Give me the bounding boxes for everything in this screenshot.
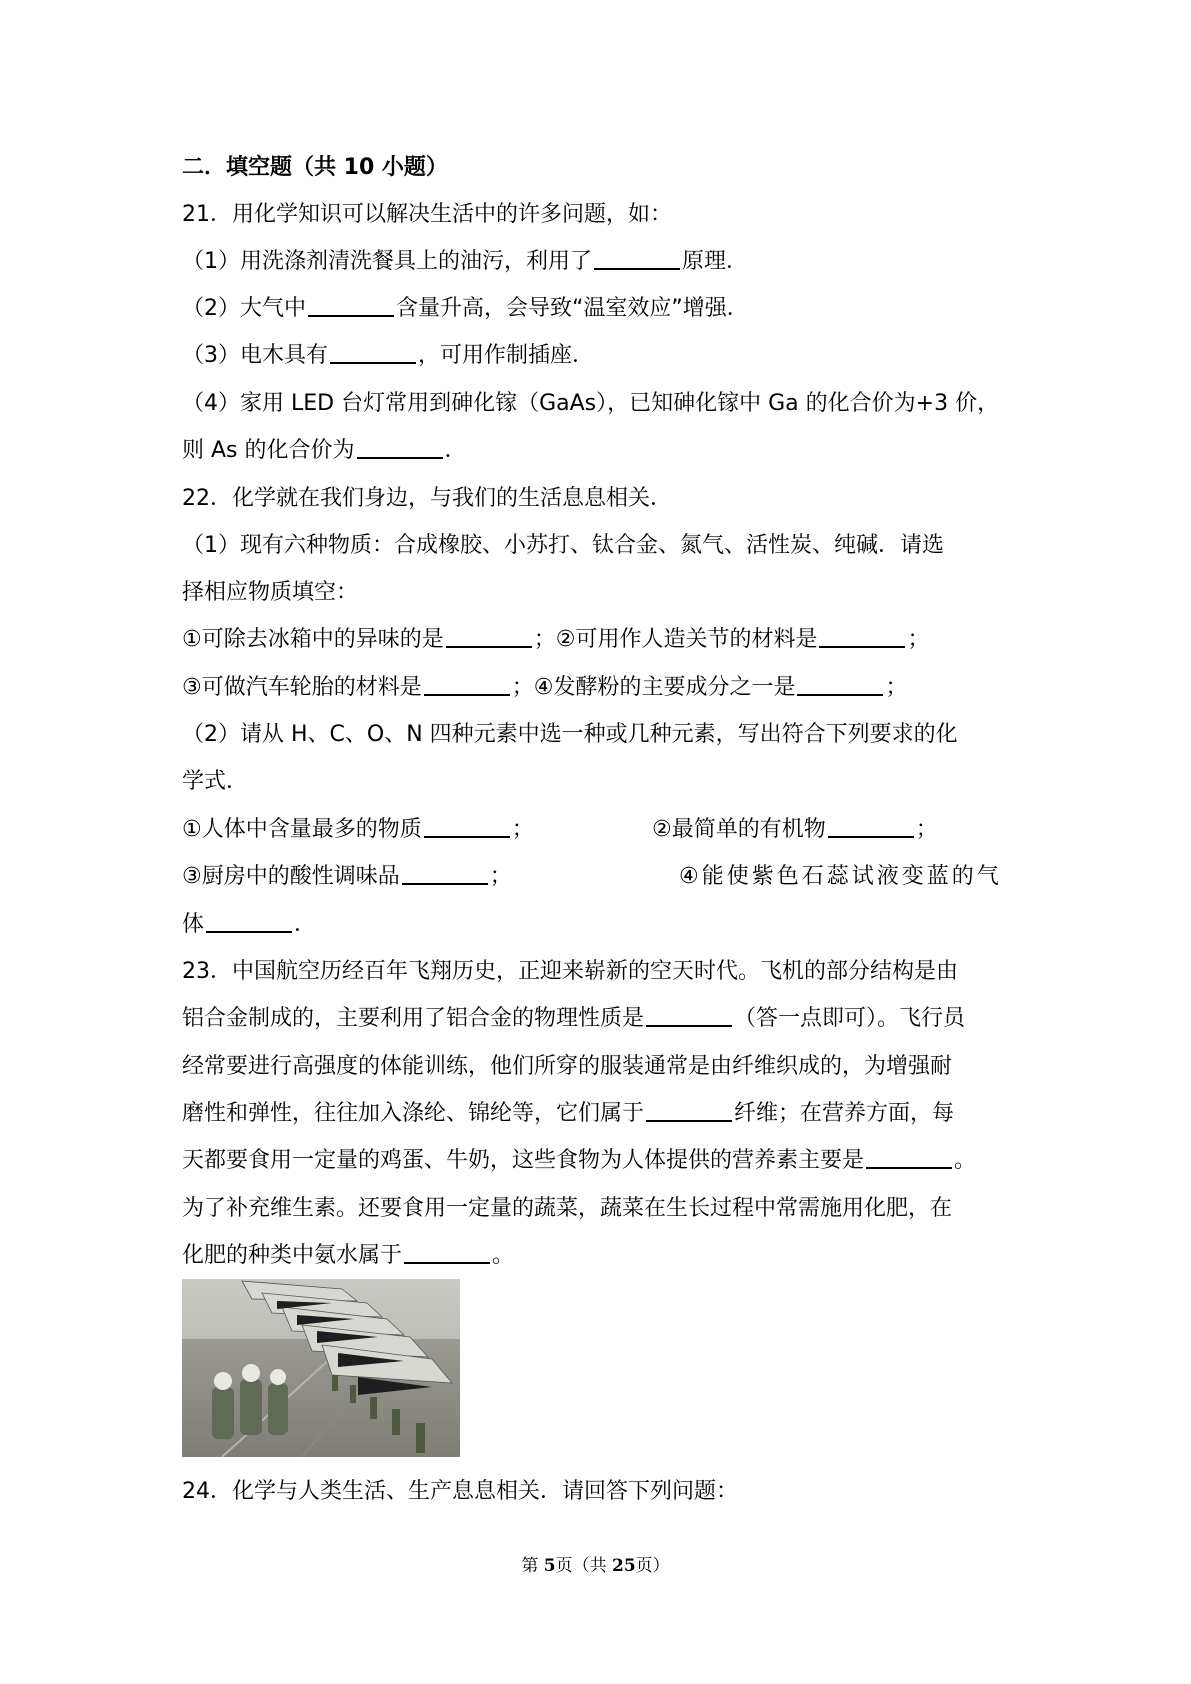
q22-part2-line1: （2）请从 H、C、O、N 四种元素中选一种或几种元素，写出符合下列要求的化 xyxy=(182,722,958,747)
q23-line6: 为了补充维生素。还要食用一定量的蔬菜，蔬菜在生长过程中常需施用化肥，在 xyxy=(182,1196,953,1221)
q22-row3: ①人体中含量最多的物质 ； ②最简单的有机物 ； xyxy=(182,815,1018,845)
answer-blank[interactable] xyxy=(308,297,394,317)
q21-stem: 21．用化学知识可以解决生活中的许多问题，如： xyxy=(182,202,672,227)
answer-blank[interactable] xyxy=(828,818,914,838)
q23-line4: 磨性和弹性，往往加入涤纶、锦纶等，它们属于 纤维；在营养方面，每 xyxy=(182,1101,955,1126)
q23-line5: 天都要食用一定量的鸡蛋、牛奶，这些食物为人体提供的营养素主要是 。 xyxy=(182,1148,977,1173)
q21-part1: （1）用洗涤剂清洗餐具上的油污，利用了 原理． xyxy=(182,249,749,274)
section-title: 二．填空题（共 10 小题） xyxy=(182,155,448,180)
q21-part4-cont: 则 As 的化合价为 ． xyxy=(182,438,467,463)
q22-stem: 22．化学就在我们身边，与我们的生活息息相关． xyxy=(182,486,672,511)
answer-blank[interactable] xyxy=(402,865,488,885)
q23-line7: 化肥的种类中氨水属于 。 xyxy=(182,1243,515,1268)
q22-sub2: ②最简单的有机物 ； xyxy=(652,817,938,842)
q22-row4: ③厨房中的酸性调味品 ； ④能使紫色石蕊试液变蓝的气 xyxy=(182,862,1018,892)
answer-blank[interactable] xyxy=(594,250,680,270)
q22-row2: ③可做汽车轮胎的材料是 ；④发酵粉的主要成分之一是 ； xyxy=(182,675,908,700)
answer-blank[interactable] xyxy=(404,1244,490,1264)
answer-blank[interactable] xyxy=(357,439,443,459)
answer-blank[interactable] xyxy=(206,913,292,933)
answer-blank[interactable] xyxy=(797,676,883,696)
page-footer: 第 5页（共 25页） xyxy=(521,1556,670,1576)
q21-part2: （2）大气中 含量升高，会导致“温室效应”增强． xyxy=(182,296,749,321)
q22-row4-cont: 体 ． xyxy=(182,912,317,937)
answer-blank[interactable] xyxy=(424,818,510,838)
answer-blank[interactable] xyxy=(446,628,532,648)
fighter-jets-photo xyxy=(182,1279,460,1457)
page-number: 5 xyxy=(543,1556,556,1576)
page-total: 25 xyxy=(611,1556,636,1576)
answer-blank[interactable] xyxy=(819,628,905,648)
answer-blank[interactable] xyxy=(424,676,510,696)
q21-part4: （4）家用 LED 台灯常用到砷化镓（GaAs），已知砷化镓中 Ga 的化合价为+3 价， xyxy=(182,391,1000,416)
fighter-jets-illustration xyxy=(182,1279,460,1457)
q22-part1-line1: （1）现有六种物质：合成橡胶、小苏打、钛合金、氮气、活性炭、纯碱．请选 xyxy=(182,533,944,558)
answer-blank[interactable] xyxy=(330,344,416,364)
answer-blank[interactable] xyxy=(866,1149,952,1169)
q23-line2: 铝合金制成的，主要利用了铝合金的物理性质是 （答一点即可）。飞行员 xyxy=(182,1006,966,1031)
q23-line3: 经常要进行高强度的体能训练，他们所穿的服装通常是由纤维织成的，为增强耐 xyxy=(182,1054,953,1079)
q23-line1: 23．中国航空历经百年飞翔历史，正迎来崭新的空天时代。飞机的部分结构是由 xyxy=(182,959,958,984)
q24-stem: 24．化学与人类生活、生产息息相关．请回答下列问题： xyxy=(182,1479,738,1504)
q21-part3: （3）电木具有 ，可用作制插座． xyxy=(182,343,595,368)
q22-sub4: ④能使紫色石蕊试液变蓝的气 xyxy=(679,864,1002,889)
q22-row1: ①可除去冰箱中的异味的是 ；②可用作人造关节的材料是 ； xyxy=(182,627,930,652)
q22-part2-line2: 学式． xyxy=(182,769,249,794)
answer-blank[interactable] xyxy=(646,1007,732,1027)
answer-blank[interactable] xyxy=(646,1102,732,1122)
q22-part1-line2: 择相应物质填空： xyxy=(182,580,359,605)
